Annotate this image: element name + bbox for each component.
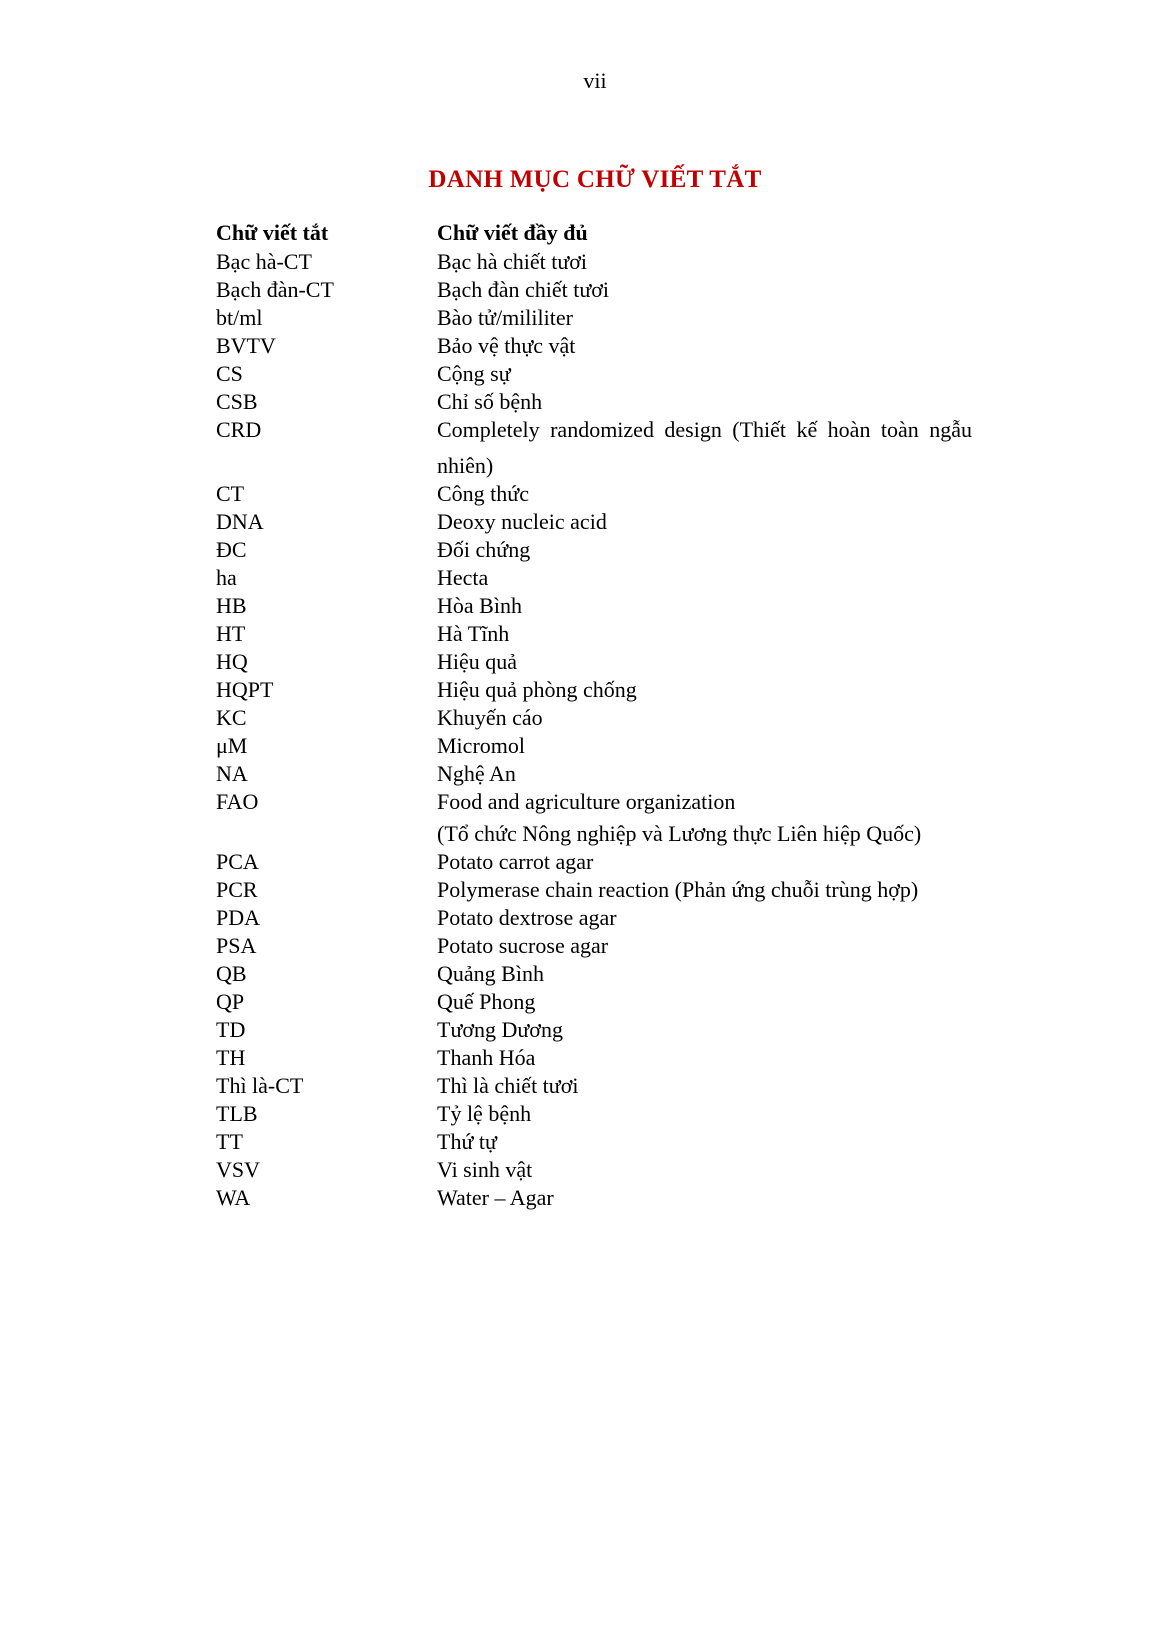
table-row: [216, 760, 972, 788]
full-form: Potato sucrose agar: [437, 933, 609, 958]
table-row: [216, 1100, 972, 1128]
full-form: Quế Phong: [437, 989, 536, 1014]
page-title: DANH MỤC CHỮ VIẾT TẮT: [428, 166, 762, 193]
table-row: [216, 788, 972, 852]
abbreviation: HT: [216, 621, 246, 646]
header-abbreviation: Chữ viết tắt: [216, 220, 329, 245]
full-form: Vi sinh vật: [437, 1157, 533, 1182]
abbreviation: ha: [216, 565, 237, 590]
page-number: vii: [583, 68, 607, 93]
full-form: Bạc hà chiết tươi: [437, 249, 588, 274]
full-form: Chỉ số bệnh: [437, 389, 543, 414]
abbreviation: QB: [216, 961, 247, 986]
full-form: Bảo vệ thực vật: [437, 333, 576, 358]
table-row: [216, 848, 972, 876]
abbreviation: HQPT: [216, 677, 274, 702]
full-form: Nghệ An: [437, 761, 516, 786]
abbreviation: HB: [216, 593, 247, 618]
abbreviation: VSV: [216, 1157, 261, 1182]
table-header: [216, 218, 972, 248]
table-row: [216, 416, 972, 484]
abbreviation: PCR: [216, 877, 258, 902]
table-row: [216, 360, 972, 388]
table-row: [216, 564, 972, 592]
table-row: [216, 1072, 972, 1100]
abbreviation: KC: [216, 705, 247, 730]
full-form: Potato dextrose agar: [437, 905, 617, 930]
table-row: [216, 1044, 972, 1072]
abbreviation: CRD: [216, 417, 262, 442]
abbreviation: DNA: [216, 509, 264, 534]
table-row: [216, 732, 972, 760]
full-form: Micromol: [437, 733, 525, 758]
table-row: [216, 332, 972, 360]
full-form: Hiệu quả: [437, 649, 518, 674]
full-form: [437, 788, 972, 852]
full-form: Bào tử/mililiter: [437, 305, 573, 330]
abbreviation: NA: [216, 761, 248, 786]
abbreviation: BVTV: [216, 333, 276, 358]
abbreviation: bt/ml: [216, 305, 263, 330]
full-form: Đối chứng: [437, 537, 531, 562]
full-form-main: Food and agriculture organization: [437, 789, 736, 814]
full-form: Thì là chiết tươi: [437, 1073, 579, 1098]
table-row: [216, 304, 972, 332]
full-form: Deoxy nucleic acid: [437, 509, 607, 534]
table-row: [216, 480, 972, 508]
table-row: [216, 960, 972, 988]
full-form-note: (Tổ chức Nông nghiệp và Lương thực Liên hiệp Quốc): [437, 821, 922, 846]
full-form: Thứ tự: [437, 1129, 497, 1154]
full-form: Thanh Hóa: [437, 1045, 536, 1070]
full-form: Hiệu quả phòng chống: [437, 677, 637, 702]
abbreviation: Bạc hà-CT: [216, 249, 312, 274]
table-row: [216, 1128, 972, 1156]
full-form: Water – Agar: [437, 1185, 554, 1210]
table-row: [216, 676, 972, 704]
table-row: [216, 1184, 972, 1212]
abbreviation: WA: [216, 1185, 251, 1210]
table-row: [216, 648, 972, 676]
table-row: [216, 876, 972, 904]
abbreviation: Thì là-CT: [216, 1073, 304, 1098]
abbreviation: TT: [216, 1129, 243, 1154]
full-form: Tỷ lệ bệnh: [437, 1101, 532, 1126]
table-row: [216, 592, 972, 620]
table-row: [216, 508, 972, 536]
abbreviation: TLB: [216, 1101, 258, 1126]
full-form: Hà Tĩnh: [437, 621, 510, 646]
table-row: [216, 904, 972, 932]
full-form: Bạch đàn chiết tươi: [437, 277, 610, 302]
abbreviation: PCA: [216, 849, 259, 874]
abbreviation: TD: [216, 1017, 246, 1042]
table-row: [216, 932, 972, 960]
table-row: [216, 620, 972, 648]
table-row: [216, 276, 972, 304]
full-form: Khuyến cáo: [437, 705, 543, 730]
abbreviation: CS: [216, 361, 243, 386]
full-form: Quảng Bình: [437, 961, 544, 986]
full-form: Cộng sự: [437, 361, 511, 386]
table-row: [216, 704, 972, 732]
abbreviation: FAO: [216, 789, 259, 814]
full-form: Công thức: [437, 481, 529, 506]
table-row: [216, 1016, 972, 1044]
table-row: [216, 536, 972, 564]
abbreviation: PDA: [216, 905, 261, 930]
abbreviation: Bạch đàn-CT: [216, 277, 334, 302]
full-form: Hecta: [437, 565, 489, 590]
abbreviation-table: [216, 218, 972, 1212]
table-row: [216, 248, 972, 276]
full-form: Hòa Bình: [437, 593, 522, 618]
table-row: [216, 1156, 972, 1184]
abbreviation: PSA: [216, 933, 257, 958]
full-form: Completely randomized design (Thiết kế hoàn toàn ngẫu nhiên): [437, 417, 972, 478]
full-form: Potato carrot agar: [437, 849, 594, 874]
abbreviation: CT: [216, 481, 245, 506]
table-row: [216, 988, 972, 1016]
full-form: Polymerase chain reaction (Phản ứng chuỗi trùng hợp): [437, 877, 919, 902]
abbreviation: QP: [216, 989, 245, 1014]
abbreviation: ĐC: [216, 537, 247, 562]
abbreviation: μM: [216, 733, 248, 758]
header-full-form: Chữ viết đầy đủ: [437, 220, 588, 245]
abbreviation: HQ: [216, 649, 248, 674]
abbreviation: CSB: [216, 389, 258, 414]
abbreviation: TH: [216, 1045, 246, 1070]
full-form: Tương Dương: [437, 1017, 563, 1042]
